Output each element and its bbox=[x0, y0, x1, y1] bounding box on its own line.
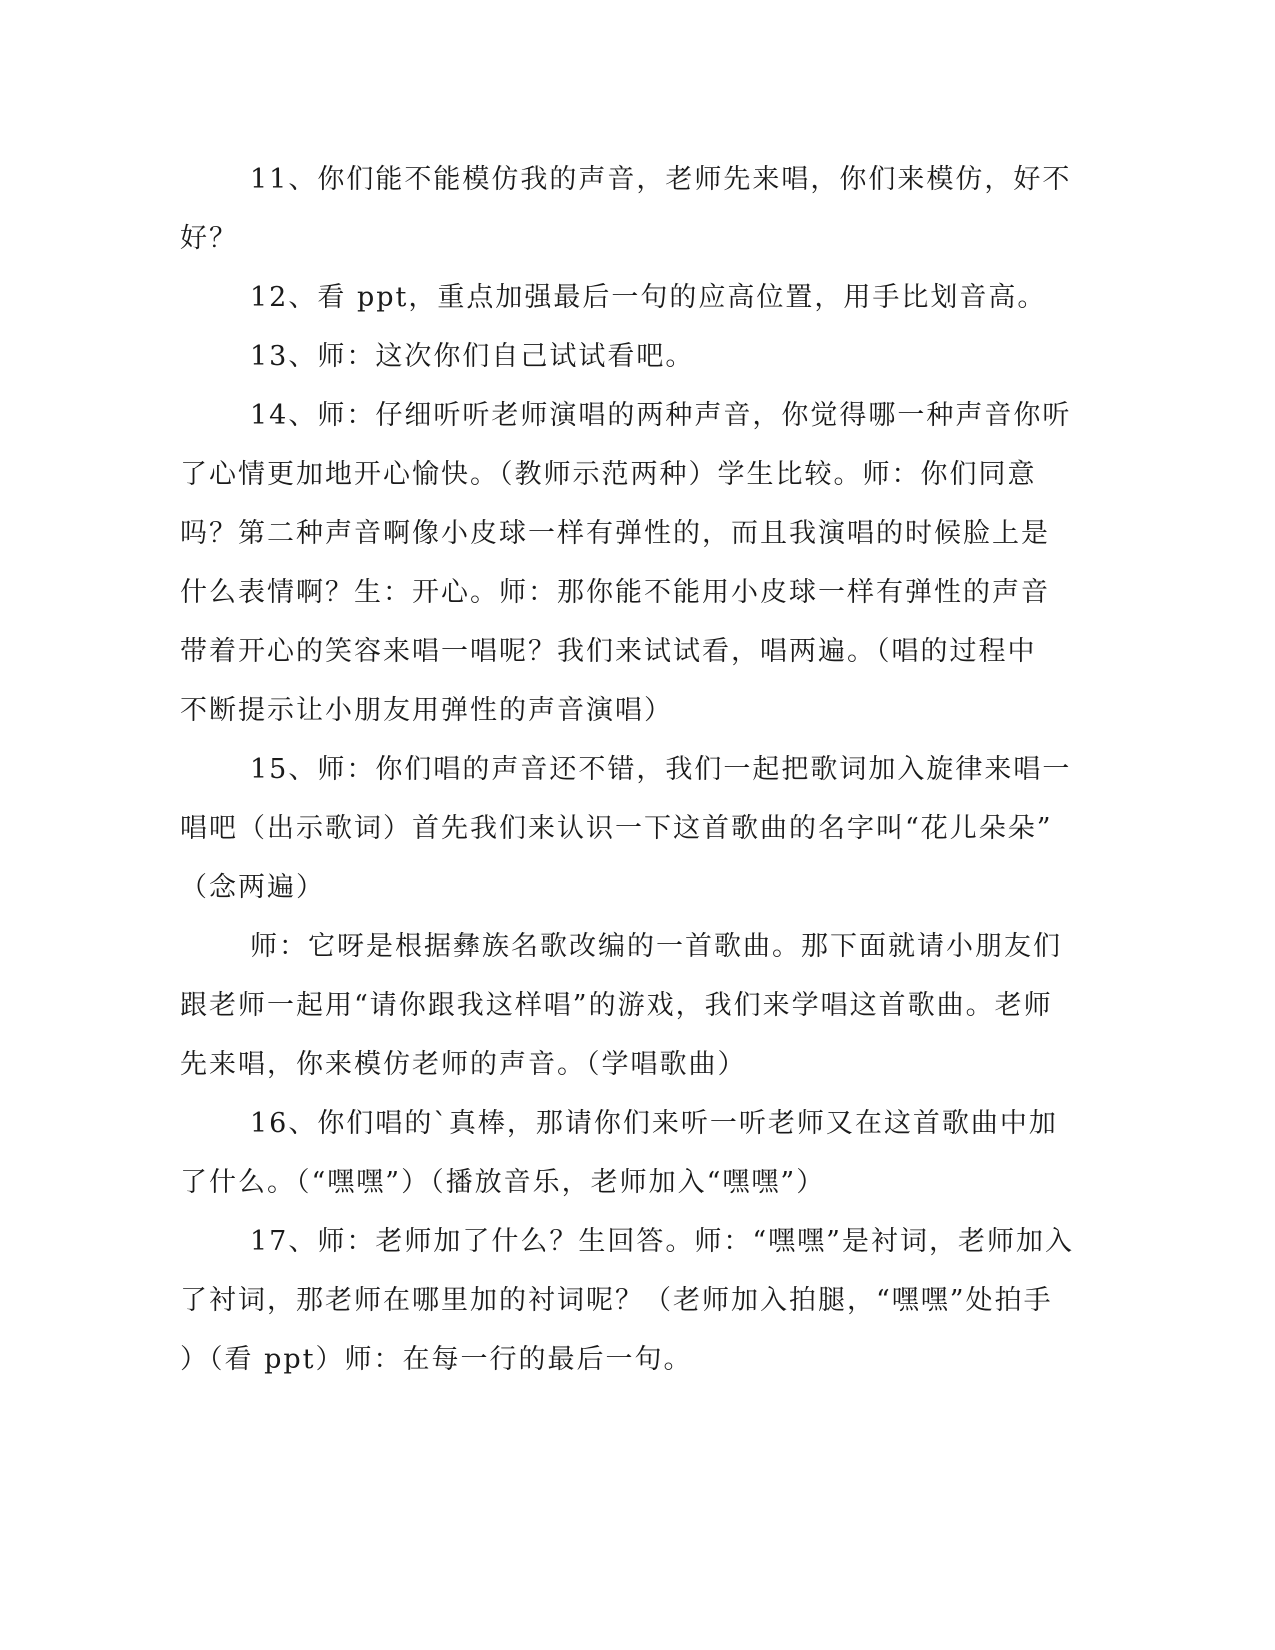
paragraph-11-line-2: 好？ bbox=[180, 223, 238, 254]
paragraph-teacher-line-3: 先来唱，你来模仿老师的声音。（学唱歌曲） bbox=[180, 1049, 747, 1080]
paragraph-14-line-4: 什么表情啊？生：开心。师：那你能不能用小皮球一样有弹性的声音 bbox=[180, 577, 1050, 608]
paragraph-15-line-3: （念两遍） bbox=[180, 872, 325, 903]
paragraph-14-line-5: 带着开心的笑容来唱一唱呢？我们来试试看，唱两遍。（唱的过程中 bbox=[180, 636, 1037, 667]
paragraph-teacher-line-1: 师：它呀是根据彝族名歌改编的一首歌曲。那下面就请小朋友们 bbox=[250, 931, 1062, 962]
paragraph-11-line-1: 11、你们能不能模仿我的声音，老师先来唱，你们来模仿，好不 bbox=[250, 164, 1072, 195]
paragraph-15-line-1: 15、师：你们唱的声音还不错，我们一起把歌词加入旋律来唱一 bbox=[250, 754, 1072, 785]
paragraph-15-line-2: 唱吧（出示歌词）首先我们来认识一下这首歌曲的名字叫“花儿朵朵” bbox=[180, 813, 1053, 844]
paragraph-16-line-1: 16、你们唱的`真棒，那请你们来听一听老师又在这首歌曲中加 bbox=[250, 1108, 1058, 1139]
paragraph-14-line-3: 吗？第二种声音啊像小皮球一样有弹性的，而且我演唱的时候脸上是 bbox=[180, 518, 1050, 549]
paragraph-17-line-1: 17、师：老师加了什么？生回答。师：“嘿嘿”是衬词，老师加入 bbox=[250, 1226, 1074, 1257]
paragraph-teacher-line-2: 跟老师一起用“请你跟我这样唱”的游戏，我们来学唱这首歌曲。老师 bbox=[180, 990, 1053, 1021]
paragraph-14-line-1: 14、师：仔细听听老师演唱的两种声音，你觉得哪一种声音你听 bbox=[250, 400, 1072, 431]
document-body bbox=[180, 150, 1074, 1389]
paragraph-14-line-2: 了心情更加地开心愉快。（教师示范两种）学生比较。师：你们同意 bbox=[180, 459, 1037, 490]
paragraph-17-line-2: 了衬词，那老师在哪里加的衬词呢？（老师加入拍腿，“嘿嘿”处拍手 bbox=[180, 1285, 1053, 1316]
paragraph-14-line-6: 不断提示让小朋友用弹性的声音演唱） bbox=[180, 695, 673, 726]
paragraph-17-line-3: ）（看 ppt）师：在每一行的最后一句。 bbox=[180, 1344, 693, 1375]
paragraph-12: 12、看 ppt，重点加强最后一句的应高位置，用手比划音高。 bbox=[250, 282, 1047, 313]
paragraph-13: 13、师：这次你们自己试试看吧。 bbox=[250, 341, 695, 372]
paragraph-16-line-2: 了什么。（“嘿嘿”）（播放音乐，老师加入“嘿嘿”） bbox=[180, 1167, 826, 1198]
